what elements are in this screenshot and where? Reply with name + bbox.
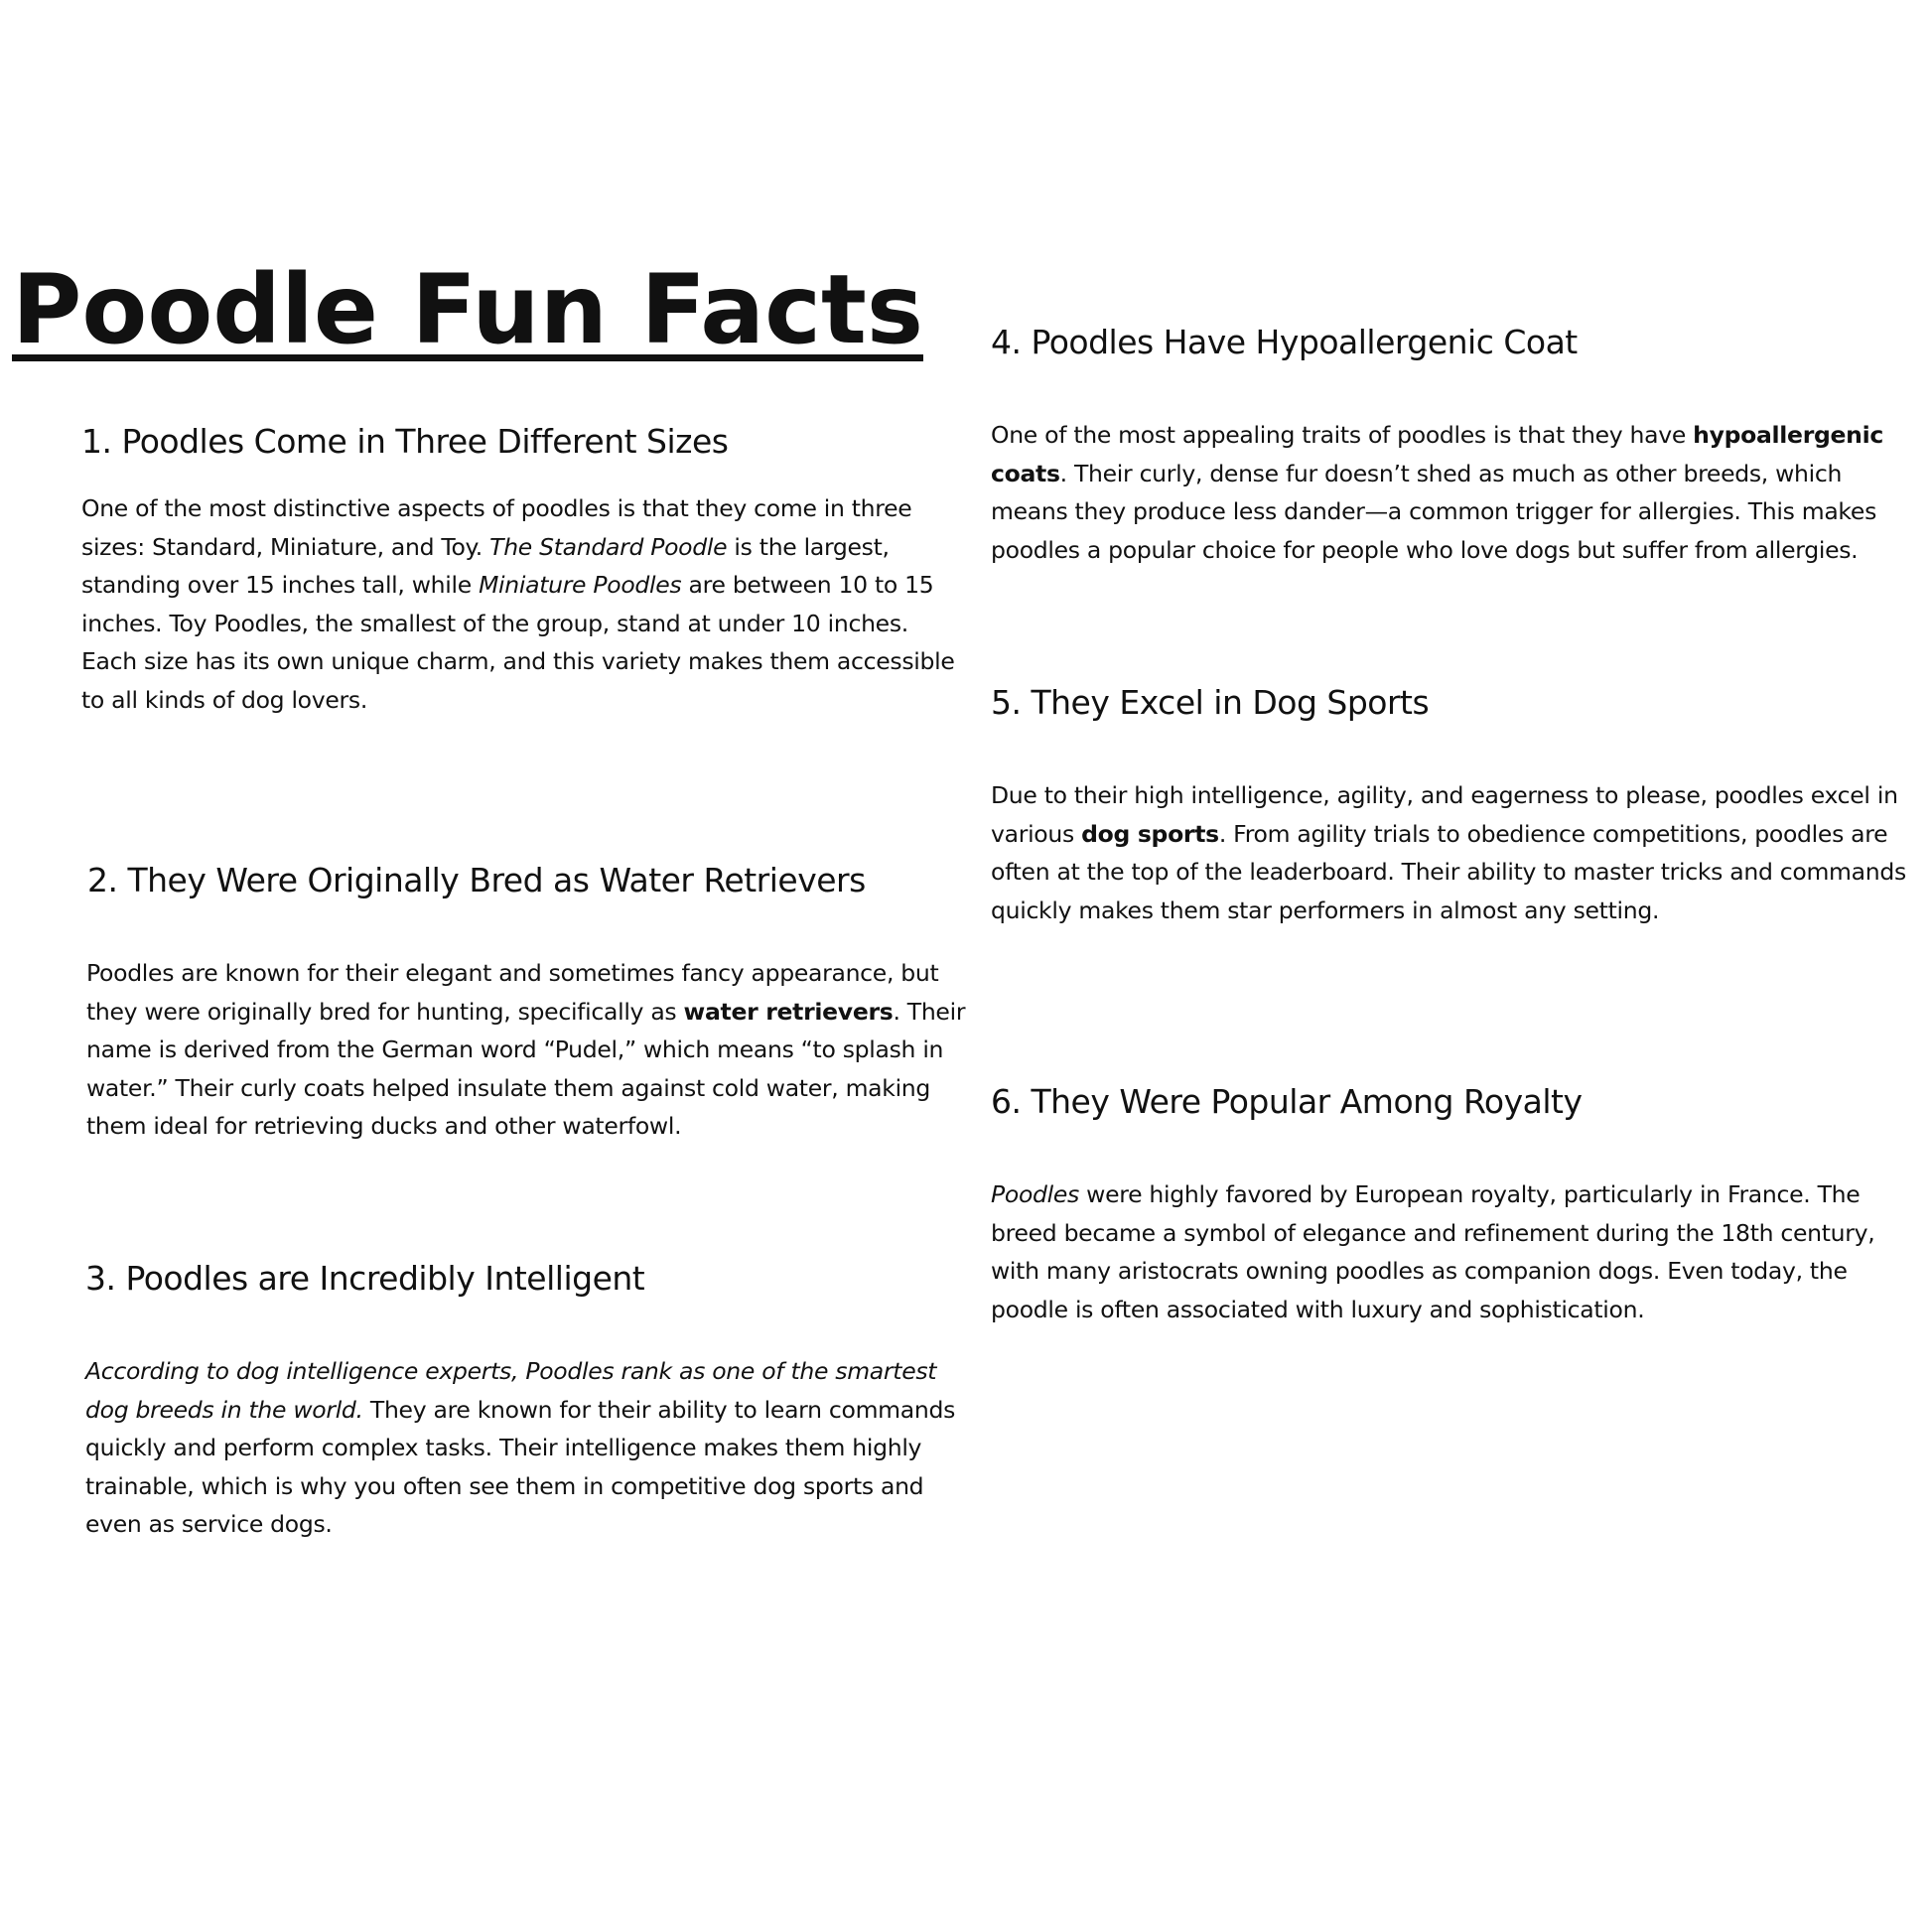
fact-body xyxy=(991,776,1924,929)
fact-heading: 3. Poodles are Incredibly Intelligent xyxy=(85,1259,645,1298)
body-text: . From agility trials to obedience competitions, poodles are often at the top of the leaderboard. Their ability to master tricks and commands quickly makes them star performers in almost any setting. xyxy=(991,819,1906,924)
fact-body xyxy=(81,489,970,719)
fact-body xyxy=(85,1352,974,1544)
fact-section-hypoallergenic xyxy=(991,323,1914,569)
body-bold: dog sports xyxy=(1081,819,1219,848)
page-title: Poodle Fun Facts xyxy=(12,254,923,365)
fact-heading: 5. They Excel in Dog Sports xyxy=(991,683,1430,722)
body-text: . Their curly, dense fur doesn’t shed as much as other breeds, which means they produce less dander—a common trigger for allergies. This makes poodles a popular choice for people who love dogs but suffer from allergies. xyxy=(991,459,1877,564)
body-italic: Poodles xyxy=(991,1180,1079,1208)
body-text: One of the most appealing traits of poodles is that they have xyxy=(991,421,1694,449)
body-text: are between 10 to 15 inches. Toy Poodles, the smallest of the group, stand at under 10 inches. Each size has its own unique charm, and this variety makes them accessible to all kinds of dog lovers. xyxy=(81,571,955,714)
body-text: One of the most distinctive aspects of poodles is that they come in three sizes: Standard, Miniature, and Toy. xyxy=(81,494,912,561)
body-bold: water retrievers xyxy=(683,997,894,1026)
fact-section-royalty xyxy=(991,1082,1914,1328)
fact-section-sizes xyxy=(81,422,970,719)
fact-heading: 1. Poodles Come in Three Different Sizes xyxy=(81,422,729,461)
fact-section-water-retrievers xyxy=(87,861,976,1146)
body-text: They are known for their ability to learn commands quickly and perform complex tasks. Their intelligence makes them highly trainable, which is why you often see them in competitive dog sports and even as service dogs. xyxy=(85,1395,963,1538)
body-bold: hypoallergenic coats xyxy=(991,421,1883,487)
fact-heading: 6. They Were Popular Among Royalty xyxy=(991,1082,1583,1121)
body-text: were highly favored by European royalty, particularly in France. The breed became a symbol of elegance and refinement during the 18th century, with many aristocrats owning poodles as companion dogs. Even today, the poodle is often associated with luxury and sophistication. xyxy=(991,1180,1875,1323)
body-text: is the largest, standing over 15 inches tall, while xyxy=(81,532,890,599)
body-italic: According to dog intelligence experts, Poodles rank as one of the smartest dog breeds in the world. xyxy=(85,1357,973,1424)
fact-body xyxy=(991,416,1914,569)
body-italic: Miniature Poodles xyxy=(479,571,682,599)
fact-heading: 4. Poodles Have Hypoallergenic Coat xyxy=(991,323,1578,361)
fact-body xyxy=(86,954,976,1146)
body-text: . Their name is derived from the German word “Pudel,” which means “to splash in water.” Their curly coats helped insulate them against cold water, making them ideal for retrieving ducks and other waterfowl. xyxy=(86,997,966,1140)
body-text: Due to their high intelligence, agility, and eagerness to please, poodles excel in various xyxy=(991,781,1898,848)
fact-heading: 2. They Were Originally Bred as Water Retrievers xyxy=(87,861,866,899)
body-italic: The Standard Poodle xyxy=(489,532,728,561)
body-text: Poodles are known for their elegant and sometimes fancy appearance, but they were originally bred for hunting, specifically as xyxy=(86,959,939,1026)
fact-section-intelligence xyxy=(85,1259,974,1544)
fact-section-dog-sports xyxy=(991,683,1924,929)
fact-body xyxy=(991,1175,1914,1328)
